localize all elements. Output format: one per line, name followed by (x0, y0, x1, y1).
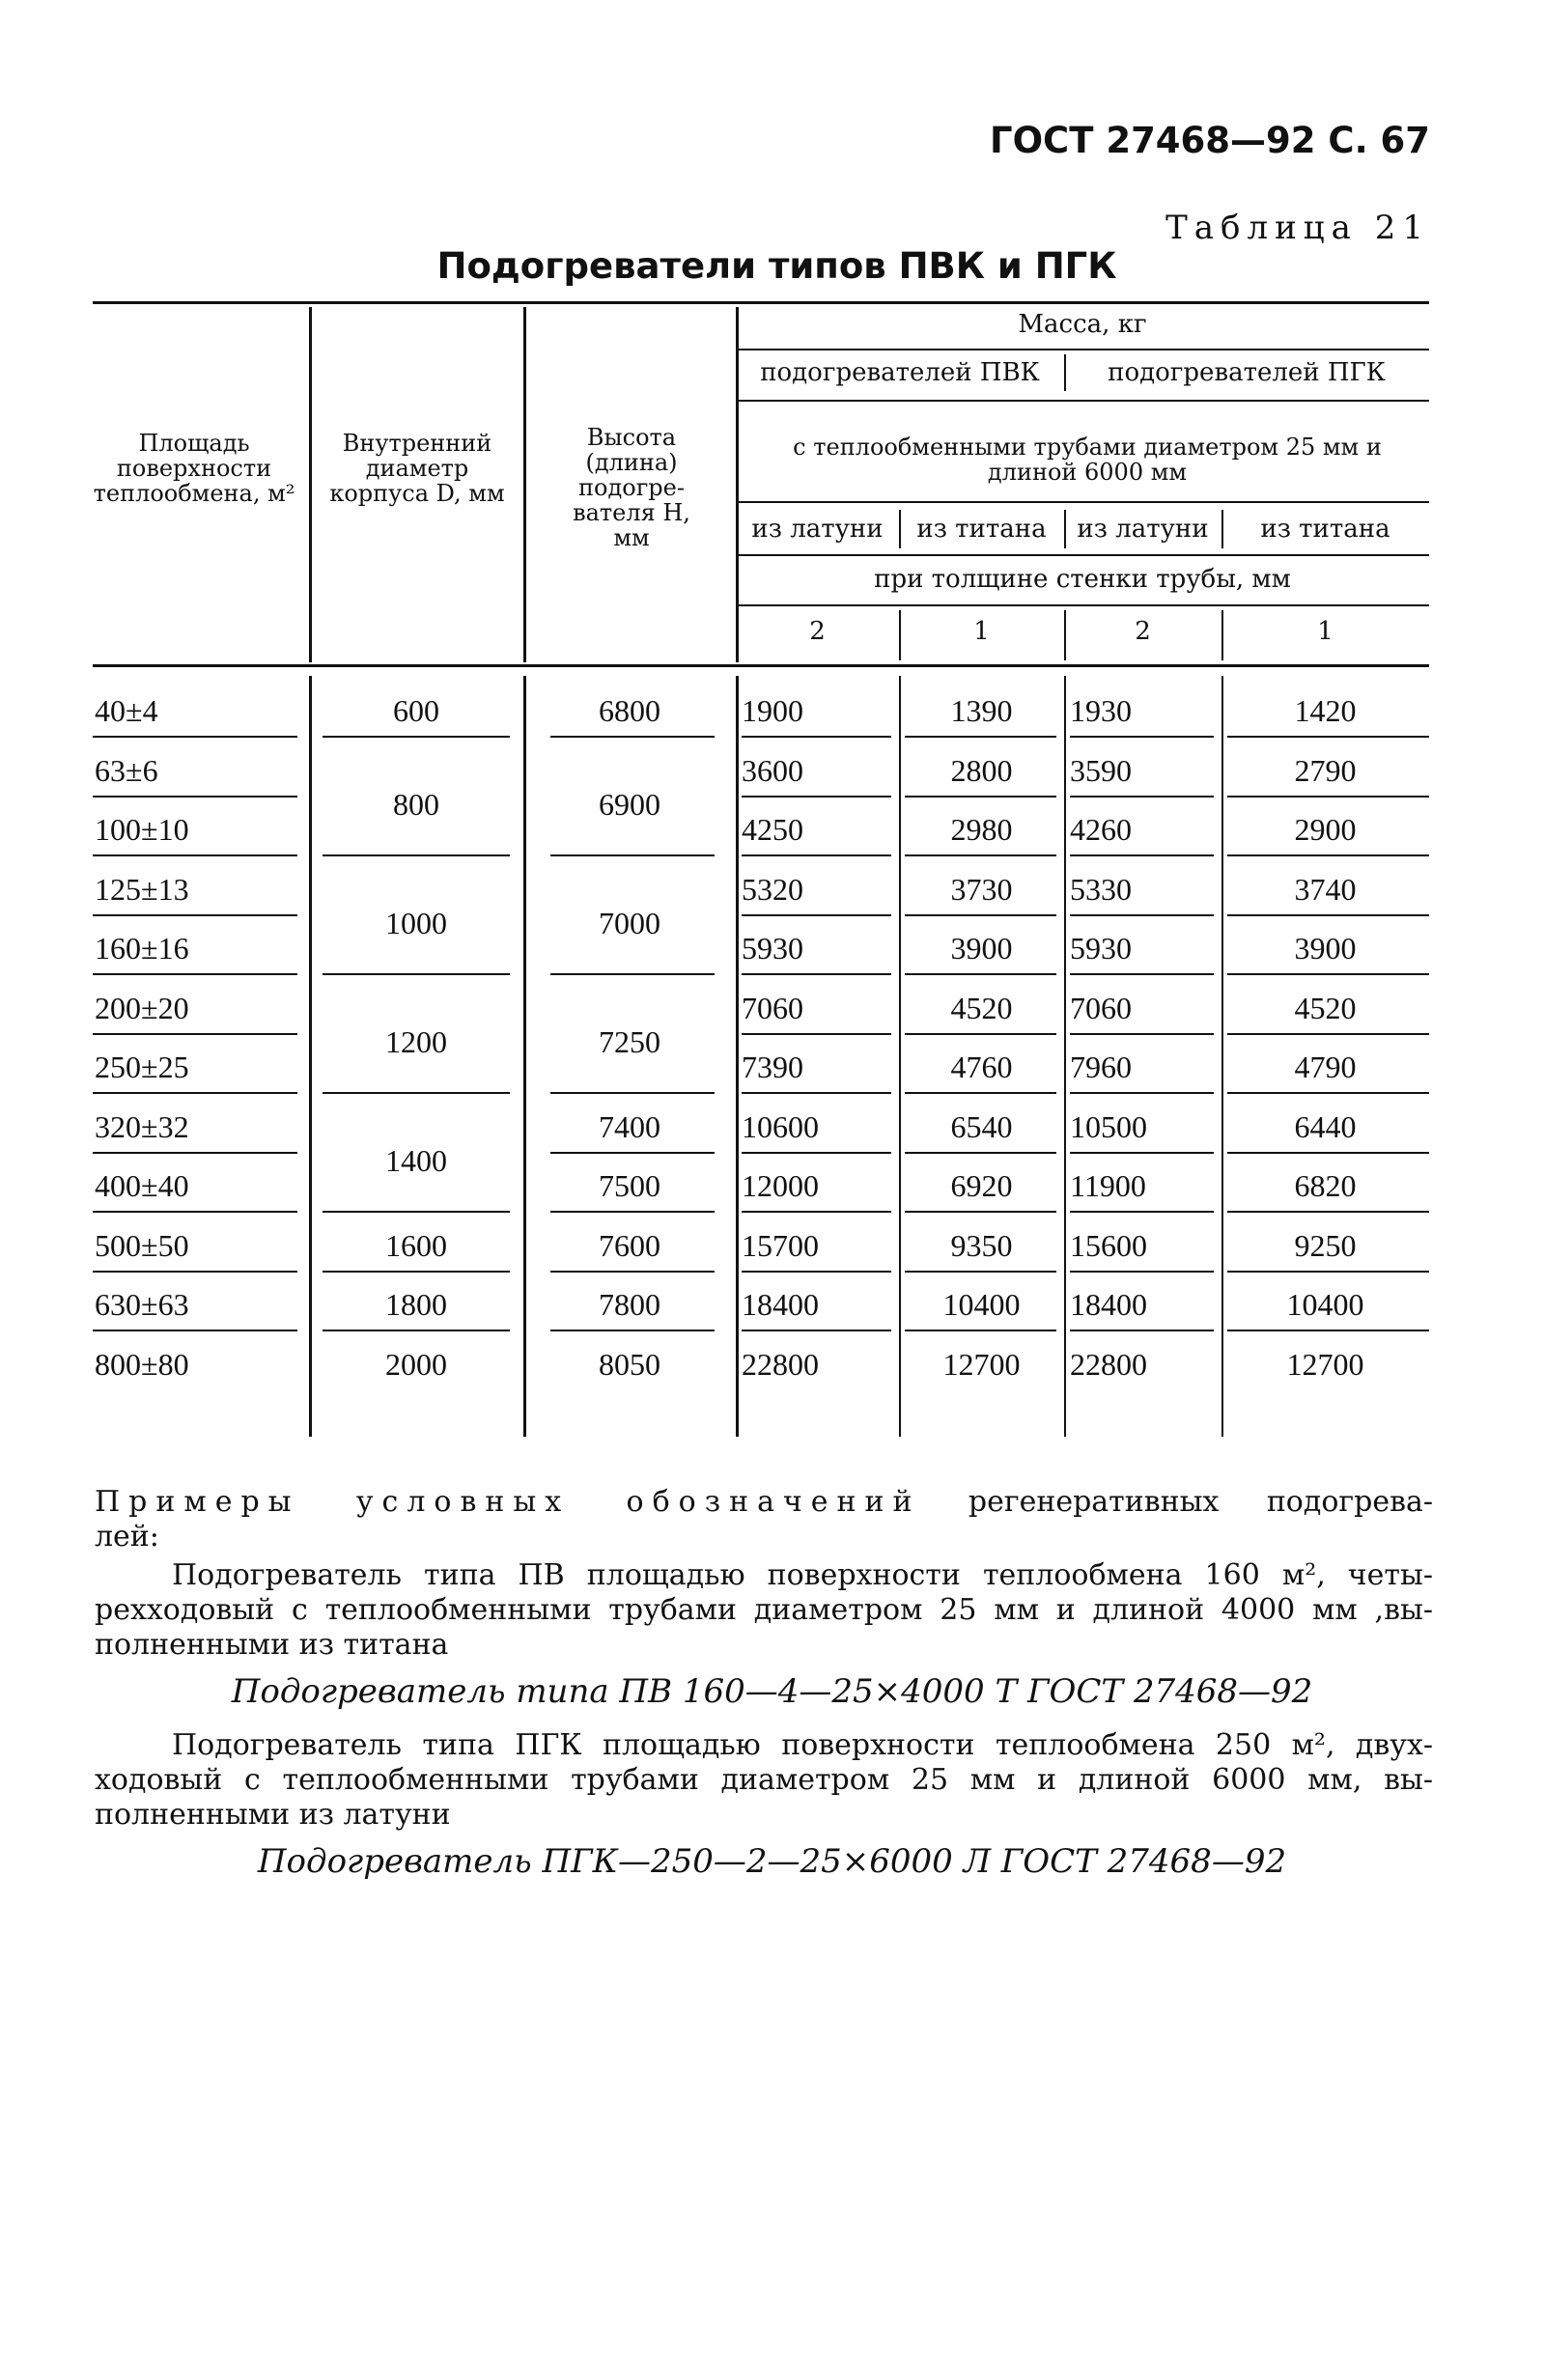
example-1-line-1: Подогреватель типа ПВ площадью поверхности теплообмена 160 м², четы- (172, 1558, 1433, 1592)
height-cell: 6900 (599, 787, 660, 822)
mass-cell: 10600 (742, 1109, 819, 1144)
header-brass-2: из латуни (1077, 515, 1209, 544)
row-rule (1070, 1092, 1214, 1094)
mass-cell: 3590 (1070, 753, 1132, 788)
row-rule (1227, 1033, 1429, 1035)
row-rule (550, 973, 715, 975)
row-rule (323, 736, 510, 738)
row-rule (550, 854, 715, 856)
row-rule (323, 973, 510, 975)
row-rule (742, 973, 891, 975)
row-rule (742, 796, 891, 798)
row-rule (742, 1211, 891, 1213)
height-cell: 7500 (599, 1168, 660, 1203)
row-rule (905, 1092, 1056, 1094)
mass-cell: 15600 (1070, 1228, 1147, 1263)
row-rule (1070, 973, 1214, 975)
table-title: Подогреватели типов ПВК и ПГК (436, 245, 1117, 287)
example-1-line-3: полненными из титана (95, 1628, 449, 1662)
row-rule (93, 796, 297, 798)
mass-cell: 15700 (742, 1228, 819, 1263)
row-rule (1227, 973, 1429, 975)
header-tubes: с теплообменными трубами диаметром 25 мм и длиной 6000 мм (793, 434, 1382, 486)
row-rule (1227, 1152, 1429, 1154)
diameter-cell: 2000 (385, 1347, 447, 1382)
examples-heading-rest: регенеративных подогрева- (968, 1485, 1433, 1519)
mass-cell: 1390 (950, 693, 1013, 728)
row-rule (323, 854, 510, 856)
mass-cell: 2790 (1294, 753, 1357, 788)
mass-cell: 5330 (1070, 872, 1132, 907)
row-rule (905, 854, 1056, 856)
examples-heading-spaced: Примеры условных обозначений (95, 1485, 921, 1519)
mass-cell: 4790 (1294, 1050, 1357, 1084)
header-wall-value-1: 2 (809, 617, 826, 646)
header-height: Высота (длина) подогре- вателя H, мм (573, 424, 690, 551)
row-rule (1227, 1092, 1429, 1094)
mass-cell: 12000 (742, 1168, 819, 1203)
mass-cell: 7960 (1070, 1050, 1132, 1084)
row-rule (1070, 1271, 1214, 1273)
mass-cell: 10500 (1070, 1109, 1147, 1144)
mass-cell: 9250 (1294, 1228, 1357, 1263)
row-rule (550, 1211, 715, 1213)
area-cell: 320±32 (95, 1109, 189, 1144)
row-rule (550, 1271, 715, 1273)
row-rule (905, 1211, 1056, 1213)
area-cell: 160±16 (95, 931, 189, 966)
row-rule (93, 736, 297, 738)
row-rule (1070, 796, 1214, 798)
row-rule (93, 1330, 297, 1331)
mass-cell: 6540 (950, 1109, 1013, 1144)
row-rule (742, 914, 891, 916)
height-cell: 7000 (599, 906, 660, 940)
header-wall-value-3: 2 (1135, 617, 1151, 646)
diameter-cell: 1800 (385, 1287, 447, 1322)
row-rule (550, 736, 715, 738)
row-rule (742, 736, 891, 738)
row-rule (93, 854, 297, 856)
mass-cell: 1420 (1294, 693, 1357, 728)
mass-cell: 5320 (742, 872, 803, 907)
row-rule (1070, 914, 1214, 916)
row-rule (93, 973, 297, 975)
row-rule (1070, 854, 1214, 856)
area-cell: 100±10 (95, 812, 189, 847)
area-cell: 400±40 (95, 1168, 189, 1203)
height-cell: 7250 (599, 1024, 660, 1059)
height-cell: 7600 (599, 1228, 660, 1263)
area-cell: 630±63 (95, 1287, 189, 1322)
example-2-line-1: Подогреватель типа ПГК площадью поверхности теплообмена 250 м², двух- (172, 1728, 1433, 1762)
header-wall-value-4: 1 (1317, 617, 1333, 646)
row-rule (905, 1271, 1056, 1273)
row-rule (93, 1271, 297, 1273)
examples-heading-end: лей: (95, 1520, 159, 1554)
table-header-bottom-rule (93, 664, 1429, 667)
mass-cell: 5930 (1070, 931, 1132, 966)
row-rule (550, 1152, 715, 1154)
mass-cell: 4520 (950, 991, 1013, 1025)
row-rule (93, 1211, 297, 1213)
mass-cell: 5930 (742, 931, 803, 966)
mass-cell: 9350 (950, 1228, 1013, 1263)
mass-cell: 1900 (742, 693, 803, 728)
row-rule (1227, 1330, 1429, 1331)
mass-cell: 2900 (1294, 812, 1357, 847)
example-1-line-2: рехходовый с теплообменными трубами диаметром 25 мм и длиной 4000 мм ,вы- (95, 1593, 1433, 1627)
area-cell: 250±25 (95, 1050, 189, 1084)
row-rule (93, 1152, 297, 1154)
row-rule (905, 1152, 1056, 1154)
row-rule (905, 1330, 1056, 1331)
row-rule (742, 854, 891, 856)
height-cell: 6800 (599, 693, 660, 728)
row-rule (93, 914, 297, 916)
mass-cell: 3730 (950, 872, 1013, 907)
header-pvk: подогревателей ПВК (760, 358, 1040, 387)
row-rule (905, 736, 1056, 738)
mass-cell: 4260 (1070, 812, 1132, 847)
mass-cell: 3900 (1294, 931, 1357, 966)
row-rule (1227, 796, 1429, 798)
row-rule (1070, 1152, 1214, 1154)
header-titanium-2: из титана (1260, 515, 1390, 544)
area-cell: 800±80 (95, 1347, 189, 1382)
row-rule (1227, 1211, 1429, 1213)
row-rule (742, 1330, 891, 1331)
diameter-cell: 1200 (385, 1024, 447, 1059)
row-rule (1070, 1033, 1214, 1035)
row-rule (1227, 854, 1429, 856)
diameter-cell: 1400 (385, 1143, 447, 1178)
row-rule (1227, 736, 1429, 738)
designation-example-2: Подогреватель ПГК—250—2—25×6000 Л ГОСТ 27468—92 (257, 1842, 1287, 1881)
mass-cell: 18400 (742, 1287, 819, 1322)
diameter-cell: 1600 (385, 1228, 447, 1263)
row-rule (1070, 1211, 1214, 1213)
row-rule (323, 1211, 510, 1213)
header-diameter: Внутренний диаметр корпуса D, мм (329, 430, 505, 507)
row-rule (905, 973, 1056, 975)
row-rule (742, 1092, 891, 1094)
mass-cell: 10400 (1286, 1287, 1364, 1322)
header-brass-1: из латуни (751, 515, 884, 544)
header-mass: Масса, кг (1018, 310, 1147, 339)
area-cell: 40±4 (95, 693, 158, 728)
designation-example-1: Подогреватель типа ПВ 160—4—25×4000 Т ГОСТ 27468—92 (231, 1672, 1313, 1711)
row-rule (550, 1330, 715, 1331)
mass-cell: 6440 (1294, 1109, 1357, 1144)
row-rule (1227, 914, 1429, 916)
area-cell: 125±13 (95, 872, 189, 907)
row-rule (1070, 1330, 1214, 1331)
mass-cell: 6820 (1294, 1168, 1357, 1203)
document-reference: ГОСТ 27468—92 С. 67 (990, 120, 1430, 161)
header-area: Площадь поверхности теплообмена, м² (93, 430, 295, 507)
header-wall-value-2: 1 (973, 617, 990, 646)
mass-cell: 10400 (942, 1287, 1021, 1322)
area-cell: 63±6 (95, 753, 158, 788)
table-top-rule (93, 301, 1429, 304)
height-cell: 7800 (599, 1287, 660, 1322)
mass-cell: 3900 (950, 931, 1013, 966)
mass-cell: 12700 (942, 1347, 1021, 1382)
row-rule (742, 1271, 891, 1273)
area-cell: 500±50 (95, 1228, 189, 1263)
mass-cell: 4520 (1294, 991, 1357, 1025)
mass-cell: 12700 (1286, 1347, 1364, 1382)
table-number: Таблица 21 (1165, 209, 1430, 247)
mass-cell: 3740 (1294, 872, 1357, 907)
mass-cell: 1930 (1070, 693, 1132, 728)
example-2-line-3: полненными из латуни (95, 1798, 451, 1832)
mass-cell: 18400 (1070, 1287, 1147, 1322)
mass-cell: 2980 (950, 812, 1013, 847)
row-rule (905, 914, 1056, 916)
mass-cell: 7390 (742, 1050, 803, 1084)
mass-cell: 11900 (1070, 1168, 1146, 1203)
row-rule (742, 1033, 891, 1035)
mass-cell: 2800 (950, 753, 1013, 788)
row-rule (323, 1330, 510, 1331)
mass-cell: 7060 (742, 991, 803, 1025)
row-rule (1227, 1271, 1429, 1273)
mass-cell: 4250 (742, 812, 803, 847)
diameter-cell: 800 (393, 787, 439, 822)
row-rule (742, 1152, 891, 1154)
row-rule (1070, 736, 1214, 738)
mass-cell: 3600 (742, 753, 803, 788)
mass-cell: 7060 (1070, 991, 1132, 1025)
header-wall-thickness: при толщине стенки трубы, мм (874, 565, 1291, 594)
height-cell: 7400 (599, 1109, 660, 1144)
header-pgk: подогревателей ПГК (1108, 358, 1386, 387)
diameter-cell: 600 (393, 693, 439, 728)
mass-cell: 22800 (742, 1347, 819, 1382)
row-rule (93, 1092, 297, 1094)
area-cell: 200±20 (95, 991, 189, 1025)
mass-cell: 6920 (950, 1168, 1013, 1203)
height-cell: 8050 (599, 1347, 660, 1382)
row-rule (550, 1092, 715, 1094)
row-rule (905, 796, 1056, 798)
mass-cell: 4760 (950, 1050, 1013, 1084)
header-titanium-1: из титана (916, 515, 1047, 544)
row-rule (323, 1092, 510, 1094)
row-rule (93, 1033, 297, 1035)
row-rule (323, 1271, 510, 1273)
diameter-cell: 1000 (385, 906, 447, 940)
row-rule (905, 1033, 1056, 1035)
example-2-line-2: ходовый с теплообменными трубами диаметром 25 мм и длиной 6000 мм, вы- (95, 1763, 1433, 1797)
mass-cell: 22800 (1070, 1347, 1147, 1382)
examples-heading (95, 1485, 1433, 1520)
